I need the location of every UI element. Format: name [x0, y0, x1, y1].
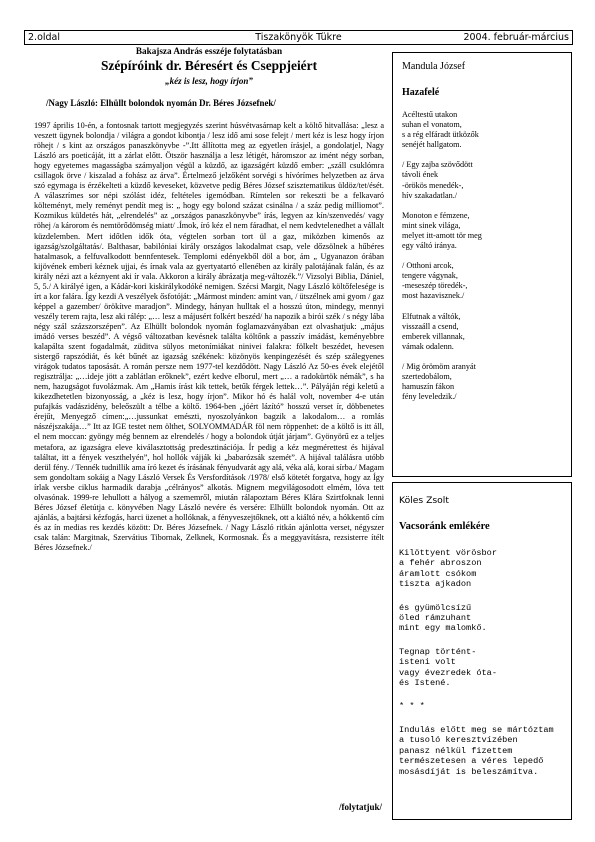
poem-line: egy váltó iránya.: [402, 241, 457, 251]
continued-label: /folytatjuk/: [339, 802, 383, 812]
poem-line: panasz nélkül fizettem: [399, 745, 513, 756]
poem-line: tiszta ajkadon: [399, 579, 472, 590]
poem-stanza: [399, 647, 569, 689]
page-header: [24, 30, 573, 45]
poem-line: * * *: [399, 701, 425, 712]
poem-title: Hazafelé: [402, 87, 440, 98]
poem-text: [402, 110, 567, 412]
poem-line: és Istené.: [399, 678, 451, 689]
poem-line: vagy évezredek óta-: [399, 667, 497, 678]
poem-line: Acéltestű utakon: [402, 110, 458, 119]
poem-line: / Otthoni arcok,: [402, 261, 454, 271]
poem-line: szertedobálom,: [402, 371, 452, 381]
poem-line: és gyümölcsízű: [399, 602, 472, 613]
poem-line: isteni volt: [399, 657, 456, 668]
poem-stanza: [399, 548, 569, 590]
poem-line: hamuszín fákon: [402, 382, 455, 392]
poem-stanza: [402, 312, 567, 352]
poem-line: / Mig örömöm aranyát: [402, 361, 476, 371]
poem-line: mint sinek világa,: [402, 220, 461, 230]
poem-line: vámak odalenn.: [402, 341, 454, 351]
page-number: 2.oldal: [28, 32, 61, 43]
poem-line: most hazavisznek./: [402, 291, 465, 301]
poem-title: Vacsoránk emlékére: [399, 521, 490, 532]
poem-line: a fehér abroszon: [399, 558, 482, 569]
poem-stanza: [402, 160, 567, 200]
poem-stanza: [399, 725, 569, 777]
article-subtitle: „kéz is lesz, hogy írjon”: [165, 76, 253, 86]
poem-line: Kilöttyent vörösbor: [399, 548, 497, 558]
poem-line: Monoton e fémzene,: [402, 210, 470, 220]
poem-stanza: [402, 211, 567, 251]
poem-line: fény leveledzik./: [402, 392, 457, 402]
poem-author: Mandula József: [402, 61, 466, 72]
poem-line: mosásdíját is beleszámítva.: [399, 766, 539, 777]
poem-stanza: [402, 110, 567, 150]
poem-stanza: [399, 701, 569, 711]
poem-stanza: [402, 261, 567, 301]
article-attribution: /Nagy László: Elhüllt bolondok nyomán Dr. Béres Józsefnek/: [46, 98, 276, 108]
article: [34, 46, 384, 804]
poem-line: suhan el vonatom,: [402, 120, 462, 130]
issue-date: 2004. február-március: [463, 32, 569, 43]
poem-text: [399, 548, 569, 790]
poem-line: távoli ének: [402, 170, 439, 180]
poem-line: melyet itt-amott tör meg: [402, 230, 482, 240]
poem-stanza: [399, 603, 569, 634]
poem-line: senéjét hallgatom.: [402, 140, 462, 150]
poem-line: emberek villannak,: [402, 331, 465, 341]
article-kicker: Bakajsza András esszéje folytatásban: [135, 46, 283, 56]
poem-box-mandula: [392, 52, 572, 477]
poem-line: -meseszép töredék-,: [402, 281, 468, 291]
poem-line: mint egy malomkő.: [399, 623, 487, 634]
publication-name: Tiszakönyök Tükre: [255, 32, 342, 43]
poem-line: öled rámzuhant: [399, 613, 472, 624]
poem-line: természetesen a véres lepedő: [399, 756, 544, 767]
poem-line: a tusoló keresztvízében: [399, 735, 518, 746]
poem-line: Tegnap történt-: [399, 646, 477, 657]
poem-line: -örökös menedék-,: [402, 180, 464, 190]
poem-line: visszaáll a csend,: [402, 321, 459, 331]
poem-line: áramlott csókom: [399, 568, 477, 579]
poem-line: tengere vágynak,: [402, 271, 458, 281]
poem-line: hív szakadatlan./: [402, 190, 458, 200]
poem-author: Köles Zsolt: [399, 495, 449, 506]
article-body: 1997 április 10-én, a fontosnak tartott megjegyzés szerint húsvétvasárnap kelt a költő hitvallása: „lesz a veszett ügynek bolondja / világra a gondot kibontja / lesz idő ami sose felejt / mert kéz is lesz hogy írjon röhejt / s kint az országos panaszkönyvbe -”.Itt állította meg az egyetlen írásjel, a gondolatjel, Nagy László ars poeticáját, itt a zárlat előtt. Ötször használja a lesz létigét, háromszor az imént négy sorban, hogy egyetemes magasságba számyaljon végül a küzdő, az igazságért küzdő ember: „száll csuklómra csillagok örve / kiszalad a fohász az árva”. Értelmező jelzőként sorvégi s hívórímes helyzetben az árva szó egymaga is érzékelteti a küzdő keveseket, közvetve pedig Béres József szisztematikus üldöz/tet/ését. A válaszrímes sor népi szólást idéz, feltételes igemódban. Rímtelen sor rekeszti be a felkavaró költeményt, mely reményt pendít meg is: „ hogy egy bolond százat csinálna / a száz pedig milliomot”. Kozmikus küldetés hát, „elrendelés” az „országos panaszkönyvbe” írás, legyen az kín/szenvedés/ vagy röhej /a károrom és nemtörődömség miatt/ .Ímok, író kéz el nem fáradhat, el nem kedvtelenedhet a vállalt küzdelemben. Mert időtlen idők óta, végtelen sorban tort ül a gaz, miközben kimenős az igazság/szolgáltatás/. Balthasar, babilóniai király országos lakodalmat csap, vele dőzsölnek a hűbéres hatalmasok, a felfuvalkodott bennfentesek. Templomi edényekből döl a bor, ám „ Ugyanazon órában kijövének emberi kéznek ujjai, és írnak vala az gyertyatartó ellenében az király palotájának falán, és az király nézi azt a kéznyent aki ír vala. Akkoron a király ábrázatja meg-változék.”/ Vizsolyi Biblia, Dániel, 5, 5./ A királyé igen, a Kádár-kori kiskirálykodóké nemigen. Szécsi Margit, Nagy László költőfelesége is írt a kor falára. Így kezdi A veszélyek ősfotóját: „Mármost minden: amint van, / ütszélnek ami gyom / gaz képpel a gazember/ örökítve maradjon”. Mindegy, hányan hulltak el a hosszú úton, mindegy, mennyi veszély terem rajta, lesz aki rálép: „… lesz a májusért folkért beszéd/ ha napozik a birói szék / s négy lába négy szál százszorszépen”. Az Elhüllt bolondok nyomán foglamazványában ezt olvashatjuk: „május imádó verses beszéd”. A végső változatban kevésnek találta költőnk a passzív imádást, keményebbre kalapálta szent fogadalmát, züditva sülyos metonímiákat ninivei falakra: fölkelt beszédet, hevesen sistergő rapszódiát, és két bűnét az igazság székének: közönyös kenpingezését és szép szálegyenes virágok tudatos taposását. A román persze nem 1977-tel kezdődött. Nagy László Az 50-es évek elejétől regisztrálja: „…ideje jött a zablátlan erőknek”, ezért kedve elborul, mert „… a radokürtök némák”, s ha nem, hazugságot fuvolázmak. Am „Hamis írást kik tettek, betűk férgek lettek…”. Pályáján régi keletű a kikezdhetetlen bizonyosság, a „kéz is lesz, hogy írjon”. Mikor hó és halál volt, november 4-e után pufajkás vadászidény, beleőszült a télbe a költő. 1964-ben „jóért lázító” hosszú verset ír, döbbenetes érejűt, Menyegző címen:„…jussunkat emészti, nyoszolyánkon bagzik a lakodalom… a romlás nászéjszakája…” Itt az IGE testet nem ölthet, SOLYOMMADÁR föl nem röppenhet: de a költő is itt áll, el nem moccan: gyöngy még bennem az elrendelés / hogy a bolondok útját járjam”. Gyönyörű ez a teljes metafora, az igazságra eleve kiválasztottság predesztinációja. Ír pedig a kéz megmérettest és hijával találtat, itt a fények veszthelyén”, hol hollók vájják ki „babarózsák szemét”. A hijával találásra utóbb derül fény. / Tennék tudnillik ama író kezet és írásának fényudvarát agy alá, véka alá, korai sírba./ Magam sem gondoltam sokáig a Nagy László Versek És Versfordítások /1978/ első kötetét forgatva, hogy az Így írlak versbe ciklus harmadik darabja „célrányos” alkotás. Mignem megvilágosodott elmém, lóva tett olvasónak. 1999-re lehullott a hályog a szememről, miután rálapoztam Béres Klára Szirtfoknak lenni Béres József életútja c. könyvében Nagy László nevére és versére: Elhüllt bolondok nyomán. Ott az ajánlás, a bajtársi kézfogás, harci üzenet a hollóknak, a fényveszejtőknek, ott a kiáltó név, a hókkentő cím és az ín medias res kezdés között: Dr. Béres Józsefnek. / Nagy László ritkán ajánlotta verset, négyszer csak talán: Margitnak, Szervátius Tibornak, Zelknek, Kormosnak. És a meggyavításra, rezsisterre ítélt Béres Józsefnek./: [34, 121, 384, 552]
poem-line: Indulás előtt meg se mártóztam: [399, 724, 554, 735]
poem-box-koles: [392, 482, 572, 820]
poem-line: Elfutnak a váltók,: [402, 311, 461, 321]
poem-line: / Egy zajba szövődött: [402, 160, 473, 170]
article-title: Szépíróink dr. Béresért és Cseppjeiért: [100, 58, 318, 73]
poem-line: s a rég elfáradt ütközők: [402, 130, 479, 140]
poem-stanza: [402, 362, 567, 402]
